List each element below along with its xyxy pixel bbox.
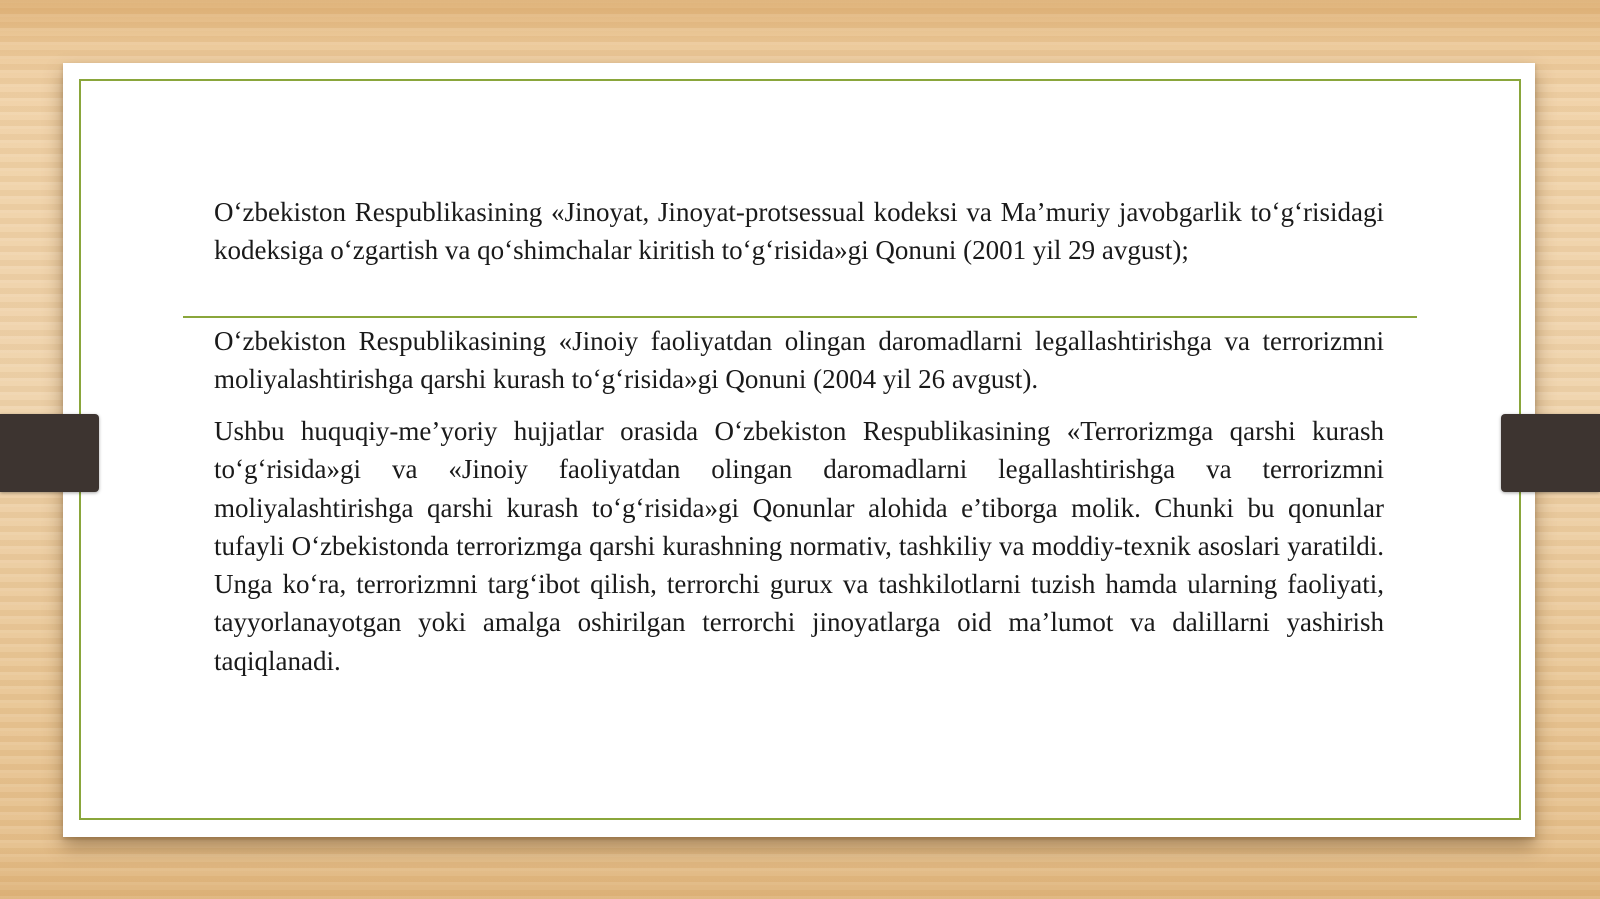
left-binder-clip <box>0 414 99 492</box>
divider-line <box>183 316 1417 318</box>
paragraph-law-2004: O‘zbekiston Respublikasining «Jinoiy faoliyatdan olingan daromadlarni legallashtirishga va terrorizmni moliyalashtirishga qarshi kurash to‘g‘risida»gi Qonuni (2004 yil 26 avgust). <box>214 326 1384 395</box>
wood-grain <box>0 0 1600 40</box>
paragraph-explanation: Ushbu huquqiy-me’yoriy hujjatlar orasida O‘zbekiston Respublikasining «Terrorizmga qarshi kurash to‘g‘risida»gi va «Jinoiy faoliyatdan olingan daromadlarni legallashtirishga va terrorizmni moliyalashtirishga qarshi kurash to‘g‘risida»gi Qonunlar alohida e’tiborga molik. Chunki bu qonunlar tufayli O‘zbekistonda terrorizmga qarshi kurashning normativ, tashkiliy va moddiy-texnik asoslari yaratildi. Unga ko‘ra, terrorizmni targ‘ibot qilish, terrorchi gurux va tashkilotlarni tuzish hamda ularning faoliyati, tayyorlanayotgan yoki amalga oshirilgan terrorchi jinoyatlarga oid ma’lumot va dalillarni yashirish taqiqlanadi. <box>214 416 1384 676</box>
right-binder-clip <box>1501 414 1600 492</box>
wood-grain <box>0 845 1600 899</box>
paragraph-law-2001: O‘zbekiston Respublikasining «Jinoyat, Jinoyat-protsessual kodeksi va Ma’muriy javobgarlik to‘g‘risidagi kodeksiga o‘zgartish va qo‘shimchalar kiritish to‘g‘risida»gi Qonuni (2001 yil 29 avgust); <box>214 197 1384 266</box>
